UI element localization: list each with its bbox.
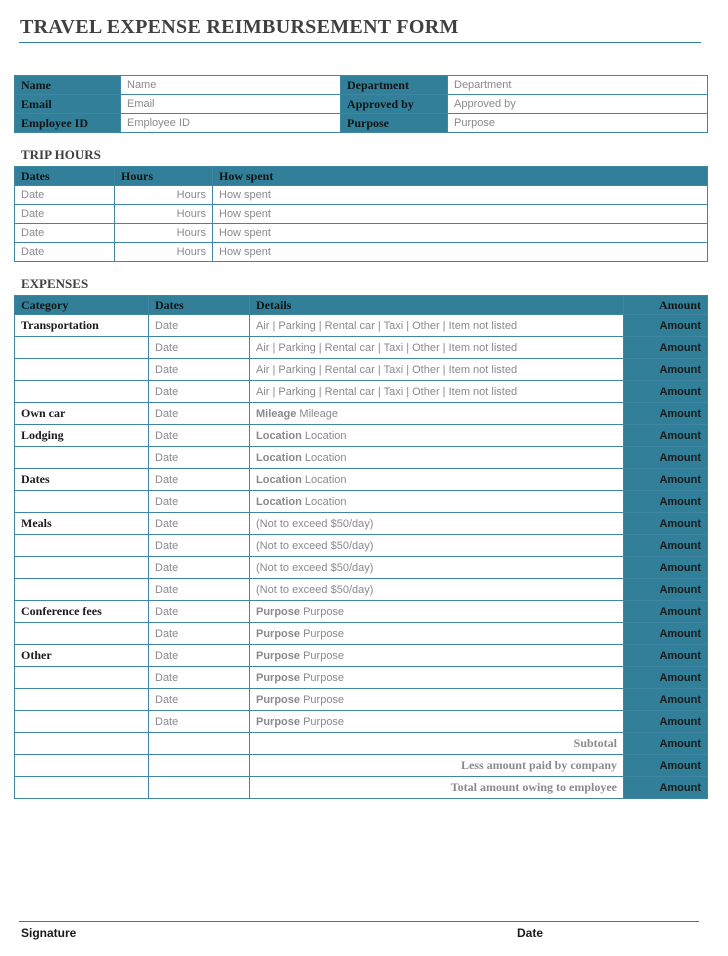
expense-amount-field[interactable]: Amount	[624, 381, 708, 403]
expense-details-field[interactable]	[250, 645, 624, 667]
detail-label: Location	[256, 495, 302, 508]
detail-value: Air | Parking | Rental car | Taxi | Other | Item not listed	[256, 363, 518, 376]
expense-amount-field[interactable]: Amount	[624, 447, 708, 469]
info-row	[15, 95, 708, 114]
expense-details-field[interactable]	[250, 579, 624, 601]
expense-row	[15, 469, 708, 491]
expense-row	[15, 315, 708, 337]
trip-how-spent-field[interactable]: How spent	[213, 224, 708, 243]
expense-amount-field[interactable]: Amount	[624, 315, 708, 337]
total-empty-cell	[149, 755, 250, 777]
expense-row	[15, 403, 708, 425]
expense-details-field[interactable]	[250, 711, 624, 733]
detail-value: Air | Parking | Rental car | Taxi | Other | Item not listed	[256, 341, 518, 354]
trip-date-field[interactable]: Date	[15, 224, 115, 243]
expense-row	[15, 337, 708, 359]
expense-details-field[interactable]	[250, 337, 624, 359]
signature-divider	[19, 921, 699, 922]
expense-date-field[interactable]: Date	[149, 447, 250, 469]
expense-category: Conference fees	[15, 601, 149, 623]
expense-category	[15, 623, 149, 645]
trip-hours-table	[14, 166, 708, 262]
expense-date-field[interactable]: Date	[149, 403, 250, 425]
expense-details-field[interactable]	[250, 315, 624, 337]
expense-details-field[interactable]	[250, 623, 624, 645]
expense-category: Dates	[15, 469, 149, 491]
expense-details-field[interactable]	[250, 513, 624, 535]
expense-row	[15, 513, 708, 535]
expense-row	[15, 491, 708, 513]
expense-row	[15, 601, 708, 623]
trip-date-field[interactable]: Date	[15, 205, 115, 224]
expense-row	[15, 381, 708, 403]
info-field[interactable]: Purpose	[448, 114, 708, 133]
expense-details-field[interactable]	[250, 469, 624, 491]
detail-value: Purpose	[303, 715, 345, 728]
expense-amount-field[interactable]: Amount	[624, 535, 708, 557]
expense-category	[15, 535, 149, 557]
expense-date-field[interactable]: Date	[149, 601, 250, 623]
detail-label: Location	[256, 429, 302, 442]
trip-col-how-spent: How spent	[213, 167, 708, 186]
info-field[interactable]: Email	[121, 95, 341, 114]
expense-category: Meals	[15, 513, 149, 535]
expense-category	[15, 689, 149, 711]
expense-date-field[interactable]: Date	[149, 667, 250, 689]
detail-value: Air | Parking | Rental car | Taxi | Other | Item not listed	[256, 319, 518, 332]
detail-label: Location	[256, 473, 302, 486]
detail-label: Purpose	[256, 671, 301, 684]
total-empty-cell	[15, 733, 149, 755]
expense-date-field[interactable]: Date	[149, 359, 250, 381]
expense-date-field[interactable]: Date	[149, 645, 250, 667]
expense-date-field[interactable]: Date	[149, 535, 250, 557]
expense-amount-field[interactable]: Amount	[624, 513, 708, 535]
expense-row	[15, 447, 708, 469]
info-field[interactable]: Department	[448, 76, 708, 95]
detail-value: Location	[304, 495, 347, 508]
detail-value: Location	[304, 473, 347, 486]
detail-value: Air | Parking | Rental car | Taxi | Other | Item not listed	[256, 385, 518, 398]
expense-details-field[interactable]	[250, 667, 624, 689]
expense-date-field[interactable]: Date	[149, 315, 250, 337]
expense-category: Lodging	[15, 425, 149, 447]
expense-amount-field[interactable]: Amount	[624, 469, 708, 491]
total-empty-cell	[149, 777, 250, 799]
trip-row	[15, 205, 708, 224]
total-empty-cell	[15, 777, 149, 799]
title-divider	[19, 42, 701, 43]
expense-details-field[interactable]	[250, 381, 624, 403]
trip-hours-field[interactable]: Hours	[115, 186, 213, 205]
total-label: Subtotal	[250, 733, 624, 755]
expense-amount-field[interactable]: Amount	[624, 645, 708, 667]
expense-amount-field[interactable]: Amount	[624, 359, 708, 381]
expense-details-field[interactable]	[250, 601, 624, 623]
detail-label: Purpose	[256, 693, 301, 706]
expense-amount-field[interactable]: Amount	[624, 623, 708, 645]
detail-value: Location	[304, 451, 347, 464]
info-label: Department	[341, 76, 448, 95]
detail-value: (Not to exceed $50/day)	[256, 539, 374, 552]
trip-row	[15, 243, 708, 262]
expense-row	[15, 645, 708, 667]
expense-amount-field[interactable]: Amount	[624, 491, 708, 513]
detail-value: Purpose	[303, 605, 345, 618]
expense-date-field[interactable]: Date	[149, 425, 250, 447]
trip-hours-field[interactable]: Hours	[115, 224, 213, 243]
info-field[interactable]: Employee ID	[121, 114, 341, 133]
trip-row	[15, 186, 708, 205]
detail-label: Purpose	[256, 627, 301, 640]
expense-row	[15, 689, 708, 711]
detail-value: Purpose	[303, 693, 345, 706]
trip-how-spent-field[interactable]: How spent	[213, 205, 708, 224]
expense-date-field[interactable]: Date	[149, 623, 250, 645]
exp-col-amount: Amount	[624, 296, 708, 315]
trip-how-spent-field[interactable]: How spent	[213, 186, 708, 205]
expense-date-field[interactable]: Date	[149, 381, 250, 403]
trip-hours-field[interactable]: Hours	[115, 205, 213, 224]
detail-value: Purpose	[303, 627, 345, 640]
expense-amount-field[interactable]: Amount	[624, 557, 708, 579]
expense-amount-field[interactable]: Amount	[624, 425, 708, 447]
trip-col-dates: Dates	[15, 167, 115, 186]
total-amount-field[interactable]: Amount	[624, 777, 708, 799]
exp-col-category: Category	[15, 296, 149, 315]
detail-label: Location	[256, 451, 302, 464]
expense-row	[15, 667, 708, 689]
info-label: Purpose	[341, 114, 448, 133]
detail-value: Location	[304, 429, 347, 442]
expense-category	[15, 491, 149, 513]
expense-date-field[interactable]: Date	[149, 491, 250, 513]
expense-category	[15, 557, 149, 579]
form-title: TRAVEL EXPENSE REIMBURSEMENT FORM	[20, 16, 459, 38]
expense-row	[15, 557, 708, 579]
info-label: Approved by	[341, 95, 448, 114]
total-row	[15, 755, 708, 777]
expense-category	[15, 667, 149, 689]
info-row	[15, 114, 708, 133]
expense-row	[15, 359, 708, 381]
expense-amount-field[interactable]: Amount	[624, 711, 708, 733]
detail-value: (Not to exceed $50/day)	[256, 583, 374, 596]
detail-value: Purpose	[303, 671, 345, 684]
total-empty-cell	[149, 733, 250, 755]
detail-label: Purpose	[256, 715, 301, 728]
trip-date-field[interactable]: Date	[15, 186, 115, 205]
info-field[interactable]: Approved by	[448, 95, 708, 114]
expense-date-field[interactable]: Date	[149, 469, 250, 491]
expense-date-field[interactable]: Date	[149, 689, 250, 711]
expense-category	[15, 337, 149, 359]
trip-how-spent-field[interactable]: How spent	[213, 243, 708, 262]
expense-amount-field[interactable]: Amount	[624, 667, 708, 689]
expenses-heading: EXPENSES	[21, 276, 89, 291]
expense-category: Own car	[15, 403, 149, 425]
expense-category	[15, 711, 149, 733]
expense-category	[15, 359, 149, 381]
total-label: Total amount owing to employee	[250, 777, 624, 799]
detail-label: Mileage	[256, 407, 297, 420]
detail-value: Purpose	[303, 649, 345, 662]
info-label: Name	[15, 76, 121, 95]
expense-details-field[interactable]	[250, 689, 624, 711]
expense-amount-field[interactable]: Amount	[624, 601, 708, 623]
trip-hours-heading: TRIP HOURS	[21, 147, 101, 162]
expense-details-field[interactable]	[250, 535, 624, 557]
total-row	[15, 777, 708, 799]
detail-value: (Not to exceed $50/day)	[256, 517, 374, 530]
total-amount-field[interactable]: Amount	[624, 733, 708, 755]
expense-row	[15, 579, 708, 601]
expense-amount-field[interactable]: Amount	[624, 403, 708, 425]
expense-row	[15, 623, 708, 645]
expense-category	[15, 447, 149, 469]
expense-details-field[interactable]	[250, 425, 624, 447]
detail-value: (Not to exceed $50/day)	[256, 561, 374, 574]
expense-amount-field[interactable]: Amount	[624, 579, 708, 601]
date-label: Date	[517, 926, 544, 940]
detail-label: Purpose	[256, 649, 301, 662]
expense-date-field[interactable]: Date	[149, 579, 250, 601]
detail-label: Purpose	[256, 605, 301, 618]
total-row	[15, 733, 708, 755]
expense-date-field[interactable]: Date	[149, 513, 250, 535]
info-field[interactable]: Name	[121, 76, 341, 95]
trip-hours-field[interactable]: Hours	[115, 243, 213, 262]
expense-category: Other	[15, 645, 149, 667]
total-label: Less amount paid by company	[250, 755, 624, 777]
employee-info-table	[14, 75, 708, 133]
detail-value: Mileage	[299, 407, 338, 420]
total-empty-cell	[15, 755, 149, 777]
trip-col-hours: Hours	[115, 167, 213, 186]
exp-col-dates: Dates	[149, 296, 250, 315]
expense-date-field[interactable]: Date	[149, 557, 250, 579]
expense-details-field[interactable]	[250, 359, 624, 381]
expense-row	[15, 535, 708, 557]
expense-amount-field[interactable]: Amount	[624, 337, 708, 359]
expense-category	[15, 381, 149, 403]
info-label: Employee ID	[15, 114, 121, 133]
exp-col-details: Details	[250, 296, 624, 315]
expense-details-field[interactable]	[250, 447, 624, 469]
expense-row	[15, 425, 708, 447]
expense-details-field[interactable]	[250, 491, 624, 513]
expense-amount-field[interactable]: Amount	[624, 689, 708, 711]
trip-date-field[interactable]: Date	[15, 243, 115, 262]
expense-date-field[interactable]: Date	[149, 711, 250, 733]
expense-date-field[interactable]: Date	[149, 337, 250, 359]
trip-row	[15, 224, 708, 243]
expense-category	[15, 579, 149, 601]
info-label: Email	[15, 95, 121, 114]
signature-label: Signature	[21, 926, 77, 940]
expense-category: Transportation	[15, 315, 149, 337]
info-row	[15, 76, 708, 95]
expenses-table	[14, 295, 708, 799]
expense-details-field[interactable]	[250, 403, 624, 425]
expense-row	[15, 711, 708, 733]
expense-details-field[interactable]	[250, 557, 624, 579]
total-amount-field[interactable]: Amount	[624, 755, 708, 777]
